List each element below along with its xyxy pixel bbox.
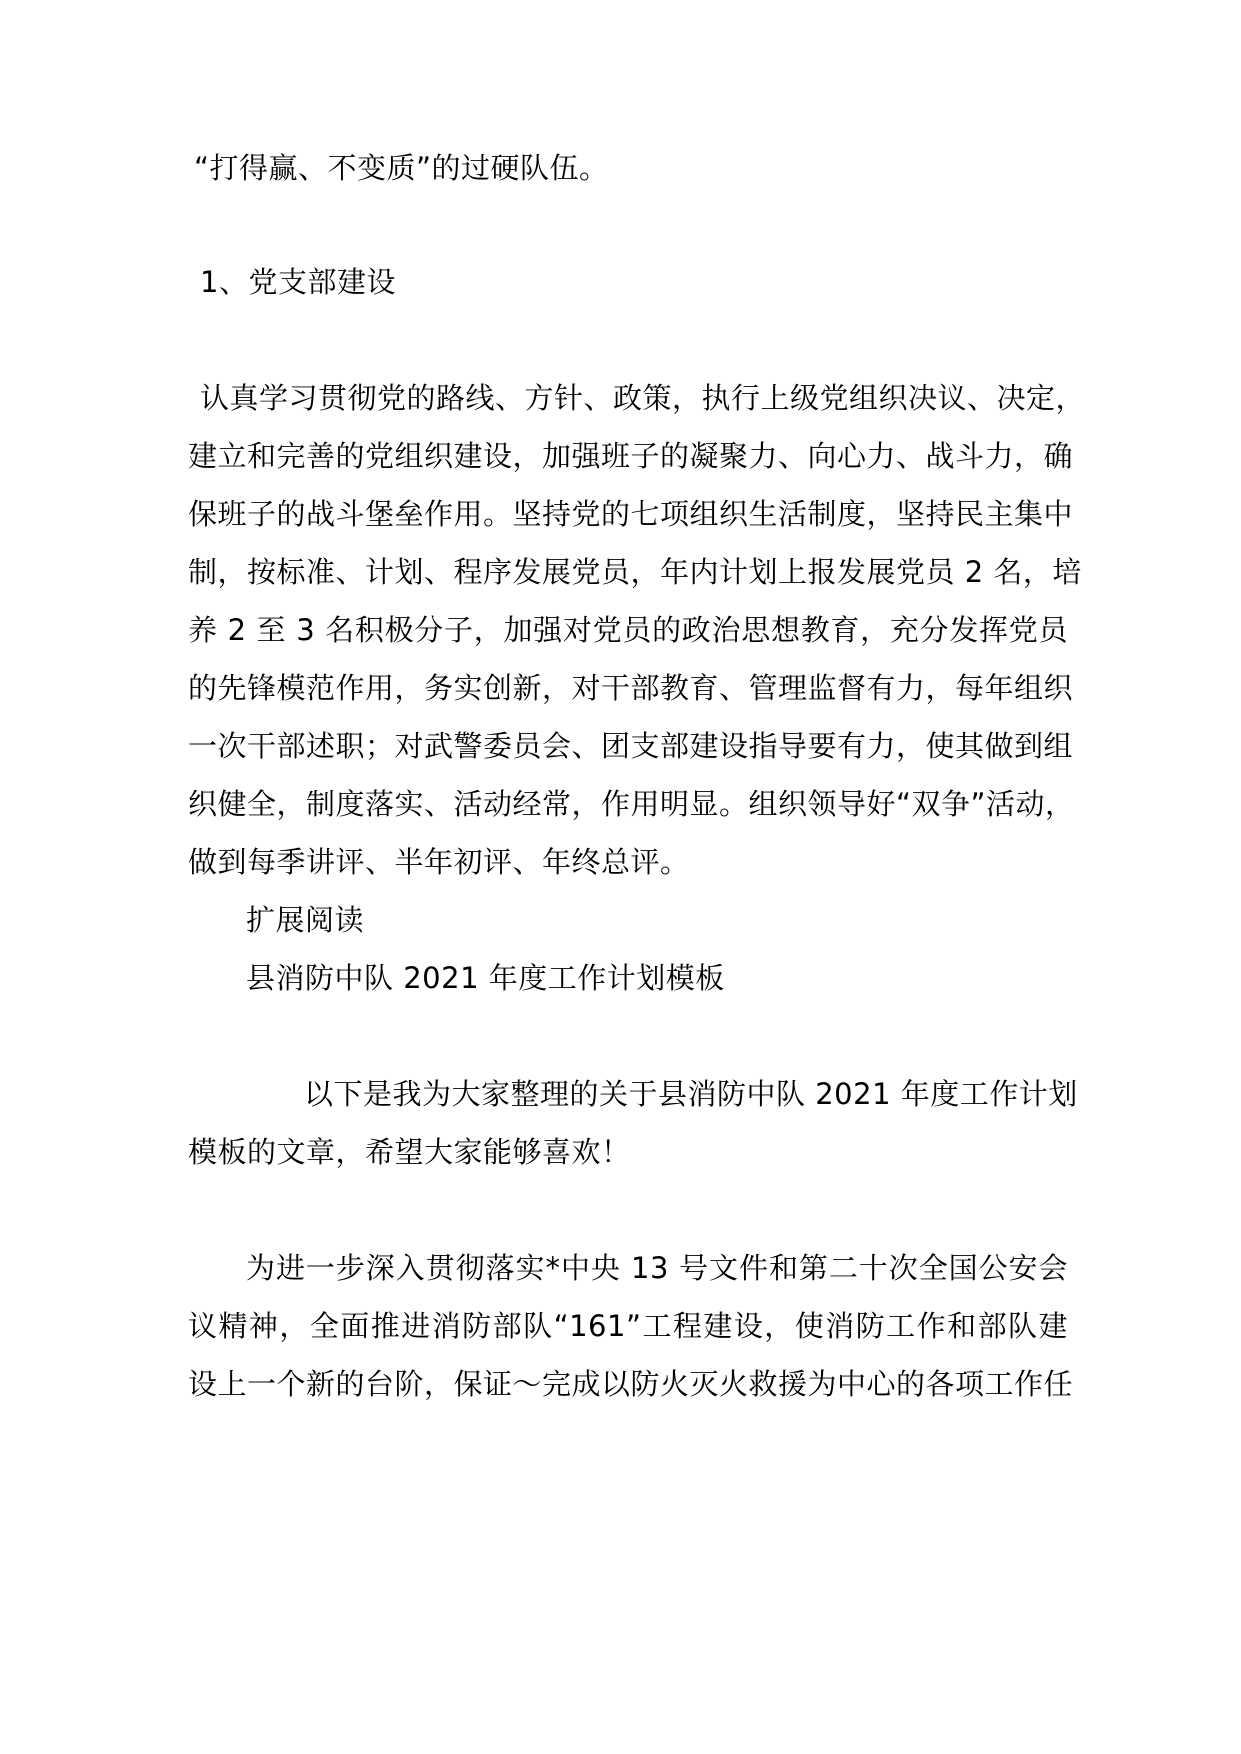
section-heading: 1、党支部建设 bbox=[200, 265, 396, 299]
paragraph-line: 制，按标准、计划、程序发展党员，年内计划上报发展党员 2 名，培 bbox=[188, 555, 1082, 589]
paragraph-line: 模板的文章，希望大家能够喜欢！ bbox=[188, 1135, 631, 1169]
paragraph-line: 为进一步深入贯彻落实*中央 13 号文件和第二十次全国公安会 bbox=[246, 1251, 1068, 1285]
paragraph-line: 建立和完善的党组织建设，加强班子的凝聚力、向心力、战斗力，确 bbox=[188, 439, 1074, 473]
paragraph-line: 议精神，全面推进消防部队“161”工程建设，使消防工作和部队建 bbox=[188, 1309, 1068, 1343]
continuation-line: “打得赢、不变质”的过硬队伍。 bbox=[194, 151, 609, 185]
extended-title: 县消防中队 2021 年度工作计划模板 bbox=[246, 961, 725, 995]
paragraph-line: 养 2 至 3 名积极分子，加强对党员的政治思想教育，充分发挥党员 bbox=[188, 613, 1068, 647]
paragraph-line: 保班子的战斗堡垒作用。坚持党的七项组织生活制度，坚持民主集中 bbox=[188, 497, 1074, 531]
paragraph-line: 认真学习贯彻党的路线、方针、政策，执行上级党组织决议、决定， bbox=[200, 381, 1086, 415]
paragraph-line: 设上一个新的台阶，保证～完成以防火灭火救援为中心的各项工作任 bbox=[188, 1367, 1074, 1401]
paragraph-line: 织健全，制度落实、活动经常，作用明显。组织领导好“双争”活动， bbox=[188, 787, 1075, 821]
paragraph-line: 以下是我为大家整理的关于县消防中队 2021 年度工作计划 bbox=[304, 1077, 1078, 1111]
paragraph-line: 一次干部述职；对武警委员会、团支部建设指导要有力，使其做到组 bbox=[188, 729, 1074, 763]
paragraph-line: 的先锋模范作用，务实创新，对干部教育、管理监督有力，每年组织 bbox=[188, 671, 1074, 705]
paragraph-line: 做到每季讲评、半年初评、年终总评。 bbox=[188, 845, 690, 879]
extended-reading-label: 扩展阅读 bbox=[246, 903, 365, 937]
